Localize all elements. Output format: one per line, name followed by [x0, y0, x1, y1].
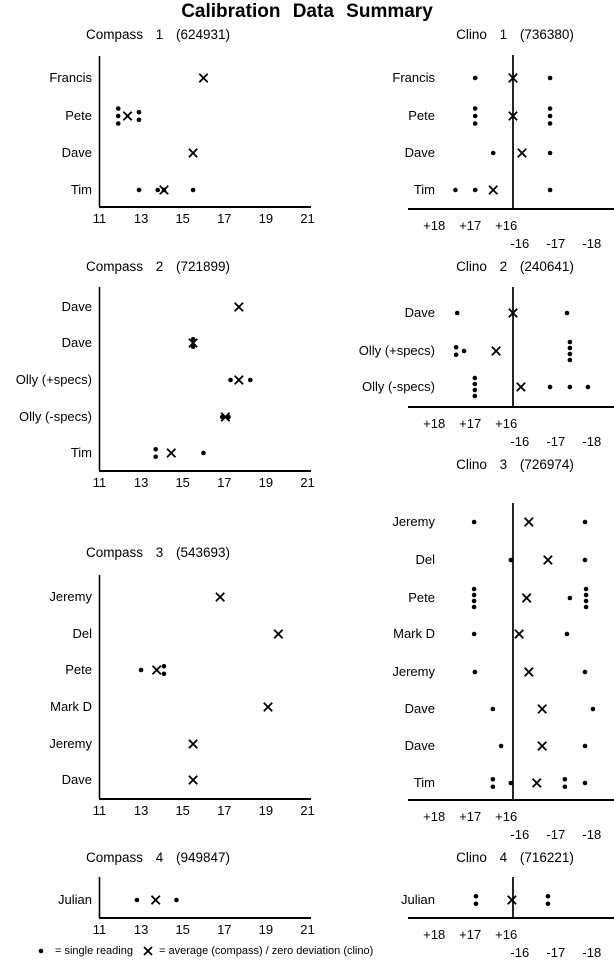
zero-deviation-x-marker [518, 149, 526, 157]
row-label: Tim [70, 445, 92, 460]
single-reading-dot [509, 558, 514, 563]
single-reading-dot [472, 520, 477, 525]
single-reading-dot [548, 385, 553, 390]
zero-deviation-x-marker [525, 668, 533, 676]
tick-label: -17 [546, 827, 566, 842]
row-label: Pete [65, 108, 92, 123]
tick-label: 15 [175, 211, 190, 226]
single-reading-dot [548, 151, 553, 156]
tick-label: +17 [459, 927, 482, 942]
single-reading-dot [548, 121, 553, 126]
row-label: Mark D [50, 699, 92, 714]
single-reading-dot [473, 121, 478, 126]
tick-label: 21 [300, 922, 315, 937]
tick-label: -17 [546, 434, 566, 449]
single-reading-dot [548, 114, 553, 119]
single-reading-dot [568, 352, 573, 357]
row-label: Dave [61, 299, 92, 314]
single-reading-dot [491, 151, 496, 156]
single-reading-dot [473, 388, 478, 393]
row-label: Jeremy [49, 589, 92, 604]
row-label: Pete [408, 108, 435, 123]
single-reading-dot [474, 894, 479, 899]
single-reading-dot [546, 894, 551, 899]
tick-label: 17 [217, 211, 232, 226]
tick-label: 19 [258, 803, 274, 818]
row-label: Dave [404, 145, 435, 160]
single-reading-dot [584, 593, 589, 598]
single-reading-dot-icon [36, 946, 46, 956]
single-reading-dot [568, 385, 573, 390]
tick-label: -16 [510, 434, 530, 449]
row-label: Pete [65, 662, 92, 677]
zero-deviation-x-marker [538, 742, 546, 750]
average-x-marker [167, 449, 175, 457]
panel-title: Clino 1 (736380) [456, 27, 574, 42]
row-label: Dave [404, 701, 435, 716]
tick-label: 21 [300, 211, 315, 226]
average-x-icon [142, 945, 154, 957]
row-label: Mark D [393, 626, 435, 641]
single-reading-dot [546, 901, 551, 906]
single-reading-dot [491, 707, 496, 712]
zero-deviation-x-marker [508, 896, 516, 904]
tick-label: +16 [495, 416, 518, 431]
row-label: Dave [61, 145, 92, 160]
tick-label: +17 [459, 416, 482, 431]
single-reading-dot [473, 106, 478, 111]
single-reading-dot [153, 454, 158, 459]
row-label: Olly (-specs) [19, 409, 92, 424]
single-reading-dot [454, 352, 459, 357]
row-label: Del [415, 552, 435, 567]
tick-label: +17 [459, 809, 482, 824]
row-label: Jeremy [392, 664, 435, 679]
tick-label: +16 [495, 218, 518, 233]
single-reading-dot [509, 781, 514, 786]
single-reading-dot [563, 777, 568, 782]
tick-label: 11 [92, 803, 107, 818]
row-label: Francis [49, 70, 92, 85]
legend-average-label: = average (compass) / zero deviation (clino) [158, 945, 374, 957]
zero-deviation-x-marker [515, 630, 523, 638]
zero-deviation-x-marker [522, 594, 530, 602]
single-reading-dot [473, 188, 478, 193]
row-label: Dave [61, 772, 92, 787]
zero-deviation-x-marker [517, 383, 525, 391]
single-reading-dot [548, 106, 553, 111]
tick-label: 21 [300, 475, 315, 490]
single-reading-dot [583, 520, 588, 525]
single-reading-dot [491, 784, 496, 789]
tick-label: +18 [423, 218, 446, 233]
single-reading-dot [583, 744, 588, 749]
tick-label: 11 [92, 211, 107, 226]
page-title: Calibration Data Summary [181, 1, 433, 22]
single-reading-dot [591, 707, 596, 712]
tick-label: 15 [175, 922, 190, 937]
tick-label: 13 [133, 803, 149, 818]
single-reading-dot [584, 587, 589, 592]
row-label: Tim [413, 775, 435, 790]
row-label: Dave [404, 738, 435, 753]
tick-label: -18 [582, 434, 602, 449]
row-label: Pete [408, 590, 435, 605]
row-label: Tim [70, 182, 92, 197]
single-reading-dot [565, 632, 570, 637]
single-reading-dot [472, 587, 477, 592]
single-reading-dot [568, 596, 573, 601]
single-reading-dot [472, 593, 477, 598]
single-reading-dot [583, 558, 588, 563]
tick-label: +18 [423, 927, 446, 942]
single-reading-dot [472, 599, 477, 604]
tick-label: -16 [510, 827, 530, 842]
tick-label: 19 [258, 211, 274, 226]
tick-label: 17 [217, 922, 232, 937]
row-label: Olly (+specs) [15, 372, 92, 387]
single-reading-dot [583, 670, 588, 675]
single-reading-dot [584, 605, 589, 610]
zero-deviation-x-marker [533, 779, 541, 787]
tick-label: 11 [92, 922, 107, 937]
tick-label: -16 [510, 945, 530, 960]
legend [36, 944, 373, 958]
tick-label: 17 [217, 803, 232, 818]
single-reading-dot [586, 385, 591, 390]
single-reading-dot [473, 76, 478, 81]
single-reading-dot [491, 777, 496, 782]
tick-label: 17 [217, 475, 232, 490]
tick-label: 11 [92, 475, 107, 490]
tick-label: +16 [495, 809, 518, 824]
tick-label: 15 [175, 475, 190, 490]
tick-label: 13 [133, 922, 149, 937]
panel-title: Clino 4 (716221) [456, 850, 574, 865]
row-label: Olly (+specs) [358, 343, 435, 358]
single-reading-dot [474, 901, 479, 906]
tick-label: -18 [582, 827, 602, 842]
single-reading-dot [153, 447, 158, 452]
panel-title: Clino 2 (240641) [456, 259, 574, 274]
single-reading-dot [473, 670, 478, 675]
tick-label: -17 [546, 236, 566, 251]
panel-title: Compass 4 (949847) [85, 850, 231, 865]
row-label: Jeremy [392, 514, 435, 529]
single-reading-dot [548, 188, 553, 193]
tick-label: -18 [582, 236, 602, 251]
single-reading-dot [472, 632, 477, 637]
zero-deviation-x-marker [538, 705, 546, 713]
row-label: Julian [401, 892, 435, 907]
zero-deviation-x-marker [489, 186, 497, 194]
tick-label: +17 [459, 218, 482, 233]
legend-single-reading-label: = single reading [55, 945, 133, 957]
single-reading-dot [462, 349, 467, 354]
row-label: Dave [404, 305, 435, 320]
tick-label: 19 [258, 922, 274, 937]
tick-label: -17 [546, 945, 566, 960]
tick-label: 19 [258, 475, 274, 490]
single-reading-dot [473, 382, 478, 387]
single-reading-dot [454, 345, 459, 350]
single-reading-dot [473, 376, 478, 381]
zero-deviation-x-marker [492, 347, 500, 355]
tick-label: -16 [510, 236, 530, 251]
row-label: Del [72, 626, 92, 641]
panel-title: Clino 3 (726974) [456, 457, 574, 472]
single-reading-dot [584, 599, 589, 604]
panel-title: Compass 1 (624931) [85, 27, 231, 42]
single-reading-dot [455, 311, 460, 316]
row-label: Tim [413, 182, 435, 197]
single-reading-dot [453, 188, 458, 193]
single-reading-dot [583, 781, 588, 786]
row-label: Francis [392, 70, 435, 85]
single-reading-dot [473, 394, 478, 399]
single-reading-dot [568, 346, 573, 351]
single-reading-dot [563, 784, 568, 789]
zero-deviation-x-marker [544, 556, 552, 564]
single-reading-dot [548, 76, 553, 81]
panel-title: Compass 2 (721899) [85, 259, 231, 274]
single-reading-dot [499, 744, 504, 749]
zero-deviation-x-marker [525, 518, 533, 526]
single-reading-dot [568, 340, 573, 345]
row-label: Dave [61, 335, 92, 350]
tick-label: 15 [175, 803, 190, 818]
single-reading-dot [201, 451, 206, 456]
tick-label: 21 [300, 803, 315, 818]
tick-label: 13 [133, 211, 149, 226]
row-label: Jeremy [49, 736, 92, 751]
tick-label: -18 [582, 945, 602, 960]
row-label: Julian [58, 892, 92, 907]
row-label: Olly (-specs) [362, 379, 435, 394]
single-reading-dot [565, 311, 570, 316]
tick-label: +18 [423, 809, 446, 824]
tick-label: +18 [423, 416, 446, 431]
single-reading-dot [568, 358, 573, 363]
panel-title: Compass 3 (543693) [85, 545, 231, 560]
tick-label: 13 [133, 475, 149, 490]
single-reading-dot [472, 605, 477, 610]
tick-label: +16 [495, 927, 518, 942]
single-reading-dot [473, 114, 478, 119]
